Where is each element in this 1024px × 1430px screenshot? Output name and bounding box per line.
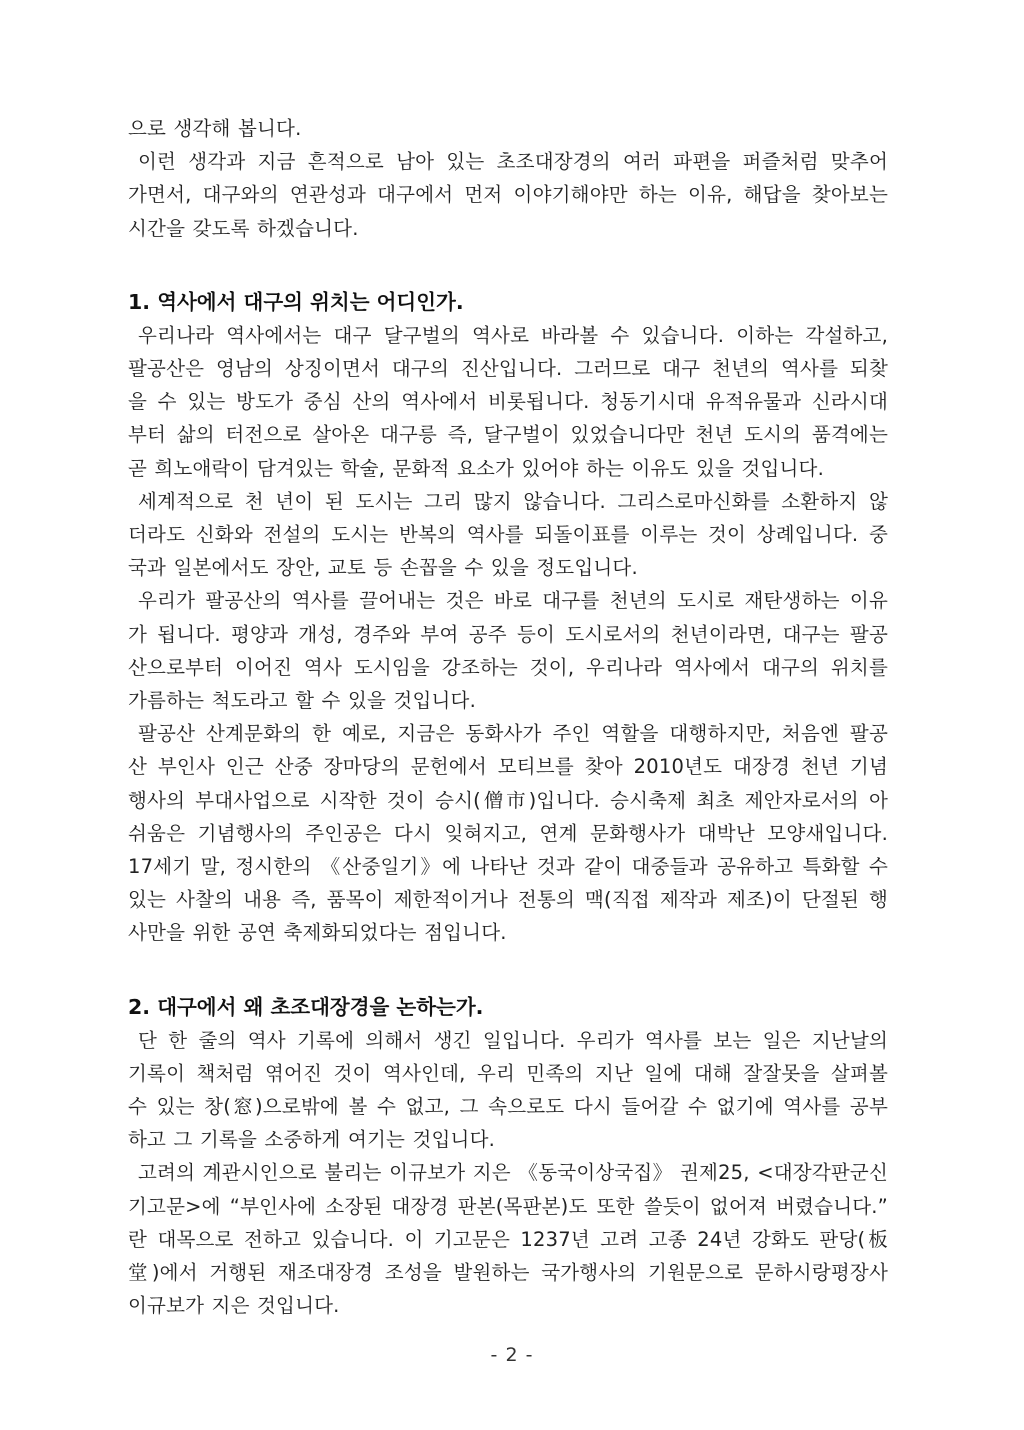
text-line: 을 수 있는 방도가 중심 산의 역사에서 비롯됩니다. 청동기시대 유적유물과 신라시대 — [128, 390, 888, 414]
text-line: 우리나라 역사에서는 대구 달구벌의 역사로 바라볼 수 있습니다. 이하는 각설하고, — [138, 323, 888, 347]
paragraph — [128, 584, 888, 717]
text-line: 하고 그 기록을 소중하게 여기는 것입니다. — [128, 1128, 496, 1152]
text-line: 堂)에서 거행된 재조대장경 조성을 발원하는 국가행사의 기원문으로 문하시랑평장사 — [128, 1261, 888, 1285]
text-line: 세계적으로 천 년이 된 도시는 그리 많지 않습니다. 그리스로마신화를 소환하지 않 — [138, 489, 888, 513]
paragraph — [128, 485, 888, 585]
text-line: 단 한 줄의 역사 기록에 의해서 생긴 일입니다. 우리가 역사를 보는 일은 지난날의 — [138, 1028, 888, 1052]
paragraph — [128, 145, 888, 245]
text-line: 사만을 위한 공연 축제화되었다는 점입니다. — [128, 921, 507, 945]
text-line: 국과 일본에서도 장안, 교토 등 손꼽을 수 있을 정도입니다. — [128, 556, 638, 580]
text-line: 부터 삶의 터전으로 살아온 대구릉 즉, 달구벌이 있었습니다만 천년 도시의 품격에는 — [128, 423, 888, 447]
paragraph — [128, 1156, 888, 1322]
text-line: 쉬움은 기념행사의 주인공은 다시 잊혀지고, 연계 문화행사가 대박난 모양새입니다. — [128, 821, 888, 845]
text-line: 산 부인사 인근 산중 장마당의 문헌에서 모티브를 찾아 2010년도 대장경 천년 기념 — [128, 755, 888, 779]
paragraph — [128, 1024, 888, 1157]
page-number: - 2 - — [490, 1344, 534, 1366]
text-line: 으로 생각해 봅니다. — [128, 117, 302, 140]
text-line: 팔공산은 영남의 상징이면서 대구의 진산입니다. 그러므로 대구 천년의 역사를 되찾 — [128, 357, 888, 381]
text-line: 더라도 신화와 전설의 도시는 반복의 역사를 되돌이표를 이루는 것이 상례입니다. 중 — [128, 523, 888, 547]
paragraph — [128, 717, 888, 949]
text-line: 가름하는 척도라고 할 수 있을 것입니다. — [128, 689, 476, 713]
text-line: 시간을 갖도록 하겠습니다. — [128, 216, 359, 240]
text-line: 곧 희노애락이 담겨있는 학술, 문화적 요소가 있어야 하는 이유도 있을 것입니다. — [128, 456, 824, 480]
section-heading: 1. 역사에서 대구의 위치는 어디인가. — [128, 289, 464, 314]
text-line: 고려의 계관시인으로 불리는 이규보가 지은 《동국이상국집》 권제25, <대장각판군신 — [138, 1161, 888, 1185]
text-line: 이규보가 지은 것입니다. — [128, 1294, 340, 1318]
text-line: 이런 생각과 지금 흔적으로 남아 있는 초조대장경의 여러 파편을 퍼즐처럼 맞추어 — [138, 150, 888, 174]
text-line: 가면서, 대구와의 연관성과 대구에서 먼저 이야기해야만 하는 이유, 해답을 찾아보는 — [128, 183, 888, 207]
text-line: 우리가 팔공산의 역사를 끌어내는 것은 바로 대구를 천년의 도시로 재탄생하는 이유 — [138, 589, 888, 613]
document-page — [128, 112, 888, 1323]
text-line: 산으로부터 이어진 역사 도시임을 강조하는 것이, 우리나라 역사에서 대구의 위치를 — [128, 655, 888, 679]
section-heading: 2. 대구에서 왜 초조대장경을 논하는가. — [128, 994, 484, 1019]
text-line: 17세기 말, 정시한의 《산중일기》에 나타난 것과 같이 대중들과 공유하고 특화할 수 — [128, 855, 888, 879]
text-line: 팔공산 산계문화의 한 예로, 지금은 동화사가 주인 역할을 대행하지만, 처음엔 팔공 — [138, 722, 888, 746]
paragraph — [128, 112, 888, 145]
paragraph — [128, 319, 888, 485]
text-line: 있는 사찰의 내용 즉, 품목이 제한적이거나 전통의 맥(직접 제작과 제조)이 단절된 행 — [128, 888, 888, 912]
text-line: 기고문>에 “부인사에 소장된 대장경 판본(목판본)도 또한 쓸듯이 없어져 버렸습니다.” — [128, 1194, 888, 1218]
text-line: 수 있는 창(窓)으로밖에 볼 수 없고, 그 속으로도 다시 들어갈 수 없기에 역사를 공부 — [128, 1095, 888, 1119]
text-line: 기록이 책처럼 엮어진 것이 역사인데, 우리 민족의 지난 일에 대해 잘잘못을 살펴볼 — [128, 1061, 888, 1085]
text-line: 란 대목으로 전하고 있습니다. 이 기고문은 1237년 고려 고종 24년 강화도 판당(板 — [128, 1227, 888, 1251]
text-line: 행사의 부대사업으로 시작한 것이 승시(僧市)입니다. 승시축제 최초 제안자로서의 아 — [128, 788, 888, 812]
text-line: 가 됩니다. 평양과 개성, 경주와 부여 공주 등이 도시로서의 천년이라면, 대구는 팔공 — [128, 622, 888, 646]
